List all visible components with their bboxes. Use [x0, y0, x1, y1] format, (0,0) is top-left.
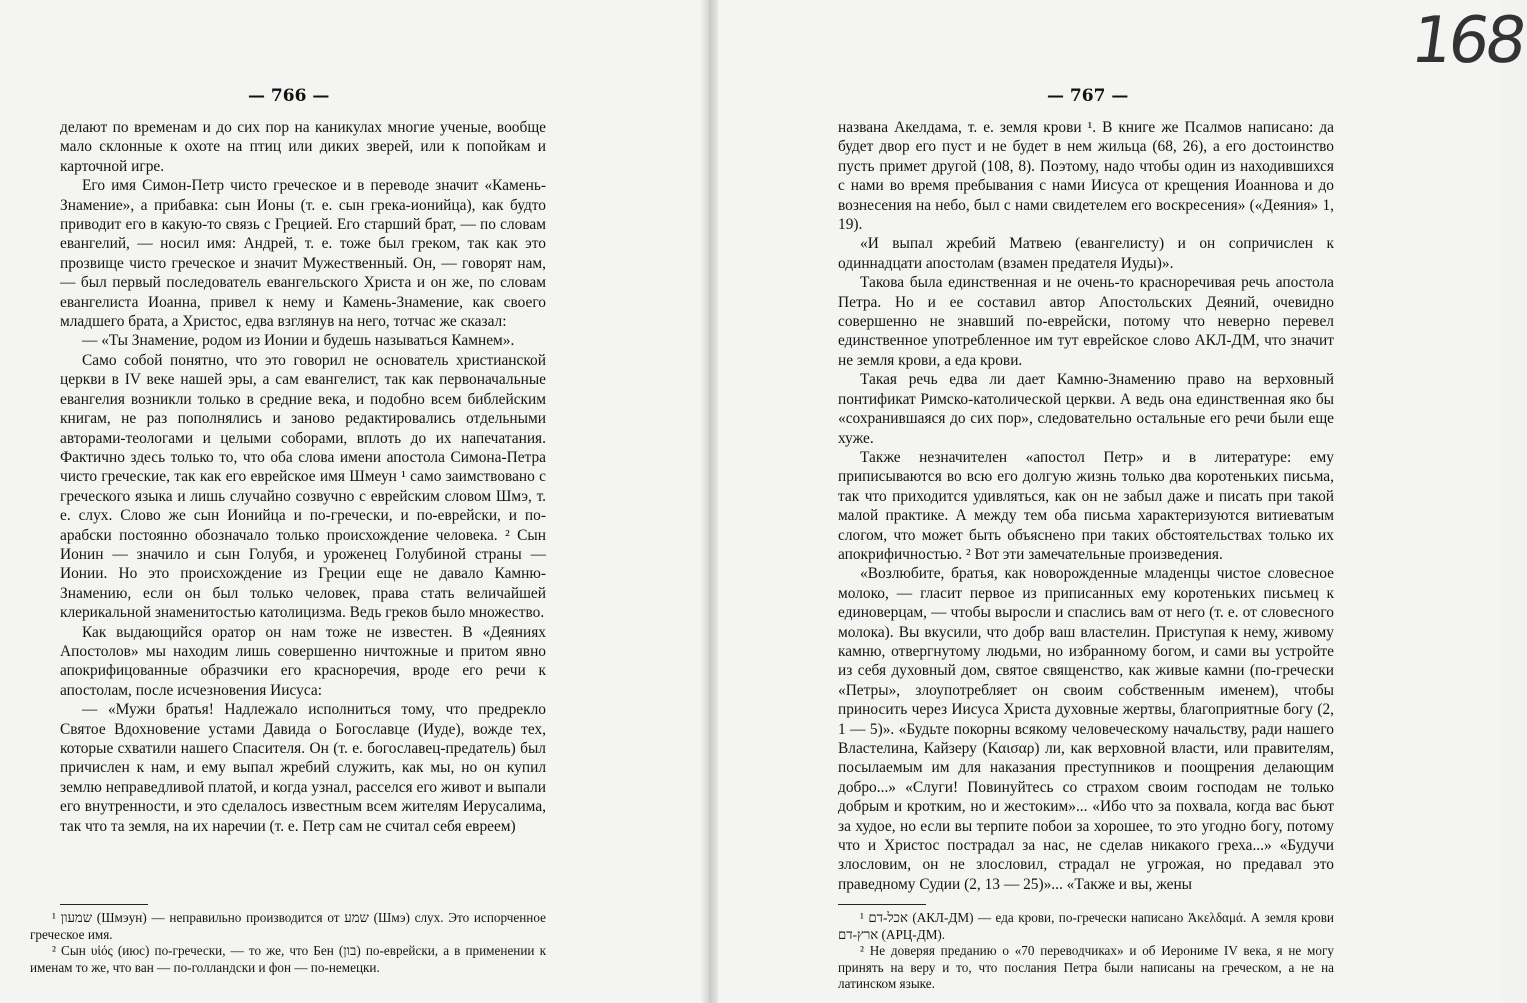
paragraph: — «Ты Знамение, родом из Ионии и будешь называться Камнем».: [82, 332, 515, 350]
footnote: ² Сын υἱός (июс) по-гречески, — то же, что Бен (בון) по-еврейски, а в применении к именам то же, что ван — по-голландски и фон — по-немецки.: [30, 943, 546, 975]
footnote: ² Не доверяя преданию о «70 переводчиках» и об Иерониме IV века, я не могу принять на веру и то, что послания Петра были написаны на греческом, а не на латинском языке.: [838, 943, 1334, 992]
left-page: [0, 0, 712, 1003]
left-body-text: [60, 118, 546, 836]
right-page: [712, 0, 1527, 1003]
paragraph: Такова была единственная и не очень-то красноречивая речь апостола Петра. Но и ее составил автор Апостольских Деяний, очевидно совершенно не знавший по-еврейски, потому что неверно перевел единственное употребленное им тут еврейское слово АКЛ-ДМ, что значит не земля крови, а еда крови.: [838, 274, 1334, 369]
paragraph: «И выпал жребий Матвею (евангелисту) и он сопричислен к одиннадцати апостолам (взамен предателя Иуды)».: [838, 235, 1334, 272]
right-body-text: [838, 118, 1334, 894]
paragraph: Само собой понятно, что это говорил не основатель христианской церкви в IV веке нашей эры, а сам евангелист, так как первоначальные евангелия возникли только в средние века, и подобно всем библейским книгам, не раз пополнялись и заново редактировались отдельными авторами-теологами и целыми соборами, вплоть до их напечатания. Фактично здесь только то, что оба слова имени апостола Симона-Петра чисто греческие, так как его еврейское имя Шмеун ¹ само заимствовано с греческого языка и лишь случайно созвучно с еврейским словом Шмэ, т. е. слух. Слово же сын Ионийца и по-гречески, и по-еврейски, и по-арабски постоянно обозначало только происхождение человека. ² Сын Ионин — значило и сын Голубя, и уроженец Голубиной страны — Ионии. Но это происхождение из Греции еще не давало Камню-Знамению, если он был только человек, права стать величайшей клерикальной знаменитостью католицизма. Ведь греков было множество.: [60, 351, 546, 622]
paragraph: Как выдающийся оратор он нам тоже не известен. В «Деяниях Апостолов» мы находим лишь совершенно ничтожные и притом явно апокрифицованные образчики его красноречия, вроде его речи к апостолам, после исчезновения Иисуса:: [60, 623, 546, 699]
paragraph: названа Акелдама, т. е. земля крови ¹. В книге же Псалмов написано: да будет двор его пуст и не будет в нем жильца (68, 26), а его достоинство пусть примет другой (108, 8). Поэтому, надо чтобы один из находившихся с нами во время пребывания с нами Иисуса от крещения Иоаннова и до вознесения на небо, был с нами свидетелем его воскресения» («Деяния» 1, 19).: [838, 119, 1334, 234]
footnote-divider: [838, 904, 926, 905]
right-footnotes: [838, 910, 1334, 993]
paragraph: — «Мужи братья! Надлежало исполниться тому, что предрекло Святое Вдохновение устами Давида о Богославце (Иуде), вожде тех, которые схватили нашего Спасителя. Он (т. е. богославец-предатель) был причислен к нам, и ему выпал жребий служить, как мы, но он купил землю неправедливой платой, и когда узнал, расселся его живот и выпали его внутренности, и это сделалось известным всем жителям Иерусалима, так что та земля, на их наречии (т. е. Петр сам не считал себя евреем): [60, 701, 546, 835]
paragraph: делают по временам и до сих пор на каникулах многие ученые, вообще мало склонные к охоте на птиц или диких зверей, или к попойкам и карточной игре.: [60, 119, 546, 175]
footnote: ¹ שמעון (Шмэун) — неправильно производится от שמע (Шмэ) слух. Это испорченное греческое имя.: [30, 910, 546, 942]
footnote-divider: [60, 904, 148, 905]
paragraph: Также незначителен «апостол Петр» и в литературе: ему приписываются во всю его долгую жизнь только два коротеньких письма, так что приходится удивляться, как он не забыл даже и писать при такой малой практике. А между тем оба письма характеризуются витиеватым слогом, что может быть объяснено при таких обстоятельствах только их апокрифичностью. ² Вот эти замечательные произведения.: [838, 448, 1334, 563]
footnote: ¹ אכל-דם (АКЛ-ДМ) — еда крови, по-гречески написано Ἀκελδαμά. А земля крови ארץ-דם (АРЦ-ДМ).: [838, 910, 1334, 942]
handwritten-page-number: 168: [1406, 4, 1527, 78]
paragraph: «Возлюбите, братья, как новорожденные младенцы чистое словесное молоко, — гласит первое из приписанных ему коротеньких письмец к единоверцам, — чтобы выросли и спаслись вам от него (т. е. от словесного молока). Вы вкусили, что добр ваш властелин. Приступая к нему, живому камню, отвергнутому людьми, но избранному богом, и сами вы устройте из себя духовный дом, святое священство, как живые камни (по-гречески «Петры», злоупотребляет он своим собственным именем), чтобы приносить через Иисуса Христа духовные жертвы, благоприятные богу (2, 1 — 5)». «Будьте покорны всякому человеческому начальству, ради нашего Властелина, Кайзеру (Καισαρ) ли, как верховной власти, или правителям, посылаемым им для наказания преступников и поощрения делающим добро...» «Слуги! Повинуйтесь со страхом своим господам не только добрым и кротким, но и жестоким»... «Ибо что за похвала, когда вас бьют за худое, но если вы терпите побои за хорошее, то это угодно богу, потому что и Христос пострадал за нас, не сделав никакого греха...» «Будучи злословим, он не злословил, страдал не угрожая, но предавал это праведному Судии (2, 13 — 25)»... «Также и вы, жены: [838, 565, 1334, 893]
paragraph: Его имя Симон-Петр чисто греческое и в переводе значит «Камень-Знамение», а прибавка: сын Ионы (т. е. сын грека-ионийца), как будто приводит его в какую-то связь с Грецией. Его старший брат, — по словам евангелий, — носил имя: Андрей, т. е. тоже был греком, так как это прозвище чисто греческое и значит Мужественный. Он, — говорят нам, — был первый последователь евангельского Христа и он же, по словам евангелиста Иоанна, привел к нему и Камень-Знамение, как своего младшего брата, а Христос, едва взглянув на него, тотчас же сказал:: [60, 177, 546, 331]
left-footnotes: [30, 910, 546, 976]
paragraph: Такая речь едва ли дает Камню-Знамению право на верховный понтификат Римско-католической церкви. А ведь она единственная яко бы «сохранившаяся до сих пор», следовательно остальные его речи были еще хуже.: [838, 371, 1334, 447]
page-number-right: — 767 —: [1047, 86, 1129, 106]
page-number-left: — 766 —: [248, 86, 330, 106]
